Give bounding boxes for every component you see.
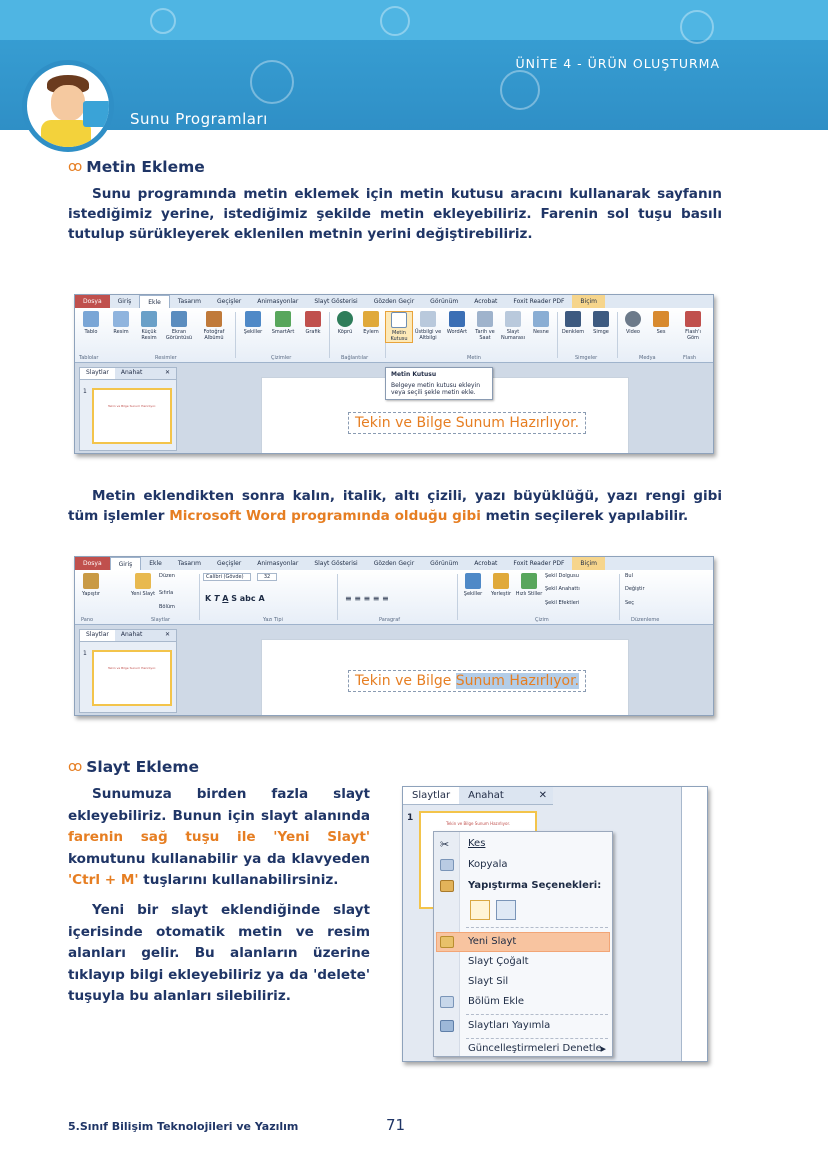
close-icon[interactable]: ✕	[164, 369, 170, 376]
heading-metin-ekleme	[68, 158, 205, 176]
group-label: Resimler	[155, 355, 177, 361]
kucuk-resim-button[interactable]: Küçük Resim	[135, 311, 163, 341]
kopru-button[interactable]: Köprü	[331, 311, 359, 335]
thumbnail-text: Tekin ve Bilge Sunum Hazırlıyor.	[445, 821, 510, 826]
section-title: Sunu Programları	[130, 110, 268, 128]
menu-item-kes[interactable]: Kes	[468, 838, 486, 849]
tab-gorunum[interactable]: Görünüm	[430, 560, 459, 567]
paragraph-metin-1: Sunu programında metin eklemek için metin kutusu aracını kullanarak sayfanın istediğimiz yerine, istediğimiz şekilde metin ekleyebiliriz. Farenin sol tuşu basılı tutulup sürükleyerek eklenilen metnin yerini değiştirebiliriz.	[68, 186, 722, 242]
group-label: Slaytlar	[151, 617, 171, 623]
menu-item-slayt-sil[interactable]: Slayt Sil	[468, 976, 509, 987]
computer-icon	[83, 101, 111, 127]
tab-gecisler[interactable]: Geçişler	[217, 560, 242, 567]
ustbilgi-altbilgi-button[interactable]: Üstbilgi ve Altbilgi	[413, 311, 443, 341]
group-label: Çizimler	[271, 355, 292, 361]
unit-title: ÜNİTE 4 - ÜRÜN OLUŞTURMA	[515, 56, 720, 71]
gear-icon	[680, 10, 714, 44]
ribbon-giris	[75, 570, 713, 625]
screenshot-insert-ribbon	[74, 294, 714, 454]
slayt-numarasi-button[interactable]: Slayt Numarası	[499, 311, 527, 341]
font-format-icons[interactable]: K T A S abc A	[205, 594, 265, 603]
font-family-select[interactable]: Calibri (Gövde)	[203, 573, 251, 581]
tab-gozden-gecir[interactable]: Gözden Geçir	[373, 560, 415, 567]
yeni-slayt-button[interactable]: Yeni Slayt	[129, 573, 157, 597]
ses-button[interactable]: Ses	[647, 311, 675, 335]
slide-text-box[interactable]: Tekin ve Bilge Sunum Hazırlıyor.	[348, 412, 586, 434]
menu-item-yeni-slayt[interactable]: Yeni Slayt	[468, 936, 517, 947]
wordart-button[interactable]: WordArt	[443, 311, 471, 335]
group-label: Paragraf	[379, 617, 401, 623]
heading-text: Slayt Ekleme	[86, 758, 200, 776]
grafik-button[interactable]: Grafik	[299, 311, 327, 335]
slide-number: 1	[83, 650, 87, 657]
tab-dosya[interactable]: Dosya	[75, 557, 110, 570]
menu-highlight	[436, 932, 610, 952]
close-icon[interactable]: ✕	[164, 631, 170, 638]
tab-anahat[interactable]: Anahat	[468, 790, 504, 801]
group-label: Çizim	[535, 617, 549, 623]
tab-animasyonlar[interactable]: Animasyonlar	[257, 298, 299, 305]
slide-text-box[interactable]	[348, 670, 586, 692]
slide-area[interactable]	[681, 787, 708, 1062]
menu-item-bolum-ekle[interactable]: Bölüm Ekle	[468, 996, 525, 1007]
tab-gorunum[interactable]: Görünüm	[430, 298, 459, 305]
menu-item-guncellestirmeleri-denetle[interactable]: Güncelleştirmeleri Denetle	[468, 1043, 602, 1054]
glasses-icon: ꝏ	[68, 159, 83, 175]
thumbnail-text: Tekin ve Bilge Sunum Hazırlıyor.	[107, 666, 156, 670]
tab-slaytlar[interactable]: Slaytlar	[403, 787, 459, 804]
screenshot-context-menu	[402, 786, 708, 1062]
screenshot-home-ribbon	[74, 556, 714, 716]
tooltip-title: Metin Kutusu	[391, 371, 437, 378]
context-menu	[433, 831, 613, 1057]
footer-book-title: 5.Sınıf Bilişim Teknolojileri ve Yazılım	[68, 1120, 299, 1133]
duzen-button[interactable]: Düzen	[159, 573, 175, 579]
group-label: Flash	[683, 355, 697, 361]
tablo-button[interactable]: Tablo	[77, 311, 105, 335]
tab-bicim[interactable]: Biçim	[572, 295, 605, 308]
slide-text-selected: Sunum Hazırlıyor.	[455, 673, 580, 689]
section-icon	[440, 996, 454, 1008]
sekiller-button[interactable]: Şekiller	[459, 573, 487, 597]
menu-item-kopyala[interactable]: Kopyala	[468, 859, 508, 870]
slide-number: 1	[407, 813, 414, 823]
tab-slayt-gosterisi[interactable]: Slayt Gösterisi	[314, 560, 358, 567]
tab-tasarim[interactable]: Tasarım	[177, 298, 201, 305]
tab-gozden-gecir[interactable]: Gözden Geçir	[373, 298, 415, 305]
fotograf-albumu-button[interactable]: Fotoğraf Albümü	[197, 311, 231, 341]
denklem-button[interactable]: Denklem	[559, 311, 587, 335]
copy-icon	[440, 859, 454, 871]
bul-button[interactable]: Bul	[625, 573, 633, 579]
paste-icon	[440, 880, 454, 892]
simge-button[interactable]: Simge	[587, 311, 615, 335]
group-label: Yazı Tipi	[263, 617, 283, 623]
tab-giris[interactable]: Giriş	[117, 298, 132, 305]
eylem-button[interactable]: Eylem	[357, 311, 385, 335]
menu-item-slayt-cogalt[interactable]: Slayt Çoğalt	[468, 956, 529, 967]
group-label: Pano	[81, 617, 94, 623]
hizli-stiller-button[interactable]: Hızlı Stiller	[515, 573, 543, 597]
publish-icon	[440, 1020, 454, 1032]
ekran-goruntusu-button[interactable]: Ekran Görüntüsü	[165, 311, 193, 341]
slide-number: 1	[83, 388, 87, 395]
group-label: Metin	[467, 355, 481, 361]
tab-foxit[interactable]: Foxit Reader PDF	[513, 298, 565, 305]
paragraph-metin-2: Metin eklendikten sonra kalın, italik, altı çizili, yazı büyüklüğü, yazı rengi gibi tüm işlemler Microsoft Word programında olduğu gibi metin seçilerek yapılabilir.	[68, 488, 722, 524]
resim-button[interactable]: Resim	[107, 311, 135, 335]
page-header	[0, 0, 828, 130]
tooltip-metin-kutusu	[385, 367, 493, 400]
nesne-button[interactable]: Nesne	[527, 311, 555, 335]
page-number: 71	[386, 1116, 406, 1134]
ribbon-tabs	[75, 557, 713, 570]
mascot-face	[51, 85, 85, 121]
degistir-button[interactable]: Değiştir	[625, 586, 645, 592]
ribbon-ekle	[75, 308, 713, 363]
tab-tasarim[interactable]: Tasarım	[177, 560, 201, 567]
slides-pane	[79, 367, 177, 451]
sekiller-button[interactable]: Şekiller	[239, 311, 267, 335]
group-label: Medya	[639, 355, 656, 361]
video-button[interactable]: Video	[619, 311, 647, 335]
slide-text-normal: Tekin ve Bilge	[355, 673, 456, 689]
slide-thumbnail[interactable]	[92, 650, 172, 706]
close-icon[interactable]: ✕	[538, 790, 547, 801]
tab-ekle[interactable]: Ekle	[149, 560, 162, 567]
glasses-icon: ꝏ	[68, 759, 83, 775]
new-slide-icon	[440, 936, 454, 948]
tab-foxit[interactable]: Foxit Reader PDF	[513, 560, 565, 567]
sekil-dolgusu-button[interactable]: Şekil Dolgusu	[545, 573, 579, 579]
mascot-avatar	[22, 60, 114, 152]
sifirla-button[interactable]: Sıfırla	[159, 590, 174, 596]
paragraph-slayt-2: Yeni bir slayt eklendiğinde slayt içerisinde otomatik metin ve resim alanları gelir. Bu alanların üzerine tıklayıp bilgi ekleyebiliriz ya da 'delete' tuşuyla bu alanları silebiliriz.	[68, 902, 370, 1004]
menu-item-yapistirma-secenekleri: Yapıştırma Seçenekleri:	[468, 880, 602, 891]
tab-anahat[interactable]: Anahat	[120, 631, 143, 638]
yerlestir-button[interactable]: Yerleştir	[487, 573, 515, 597]
tab-giris[interactable]: Giriş	[110, 557, 142, 570]
thumbnail-text: Tekin ve Bilge Sunum Hazırlıyor.	[107, 404, 156, 408]
sekil-efektleri-button[interactable]: Şekil Efektleri	[545, 600, 580, 606]
heading-text: Metin Ekleme	[86, 158, 205, 176]
heading-slayt-ekleme	[68, 758, 199, 776]
metin-kutusu-button[interactable]: Metin Kutusu	[385, 311, 413, 343]
paste-picture-icon[interactable]	[496, 900, 516, 920]
flash-gom-button[interactable]: Flash'ı Göm	[679, 311, 707, 341]
font-size-select[interactable]: 32	[257, 573, 277, 581]
decor-circle	[380, 6, 410, 36]
tab-slayt-gosterisi[interactable]: Slayt Gösterisi	[314, 298, 358, 305]
sekil-anahatti-button[interactable]: Şekil Anahattı	[545, 586, 580, 592]
paragraph-align-icons[interactable]: ≡ ≡ ≡ ≡ ≡	[345, 594, 389, 603]
tab-animasyonlar[interactable]: Animasyonlar	[257, 560, 299, 567]
tab-acrobat[interactable]: Acrobat	[474, 560, 498, 567]
tab-gecisler[interactable]: Geçişler	[217, 298, 242, 305]
decor-circle	[500, 70, 540, 110]
group-label: Düzenleme	[631, 617, 660, 623]
sec-button[interactable]: Seç	[625, 600, 634, 606]
tab-anahat[interactable]: Anahat	[120, 369, 143, 376]
paste-keep-format-icon[interactable]	[470, 900, 490, 920]
paragraph-slayt-1: Sunumuza birden fazla slayt ekleyebiliriz. Bunun için slayt alanında farenin sağ tuşu ile 'Yeni Slayt' komutunu kullanabilir ya da klavyeden 'Ctrl + M' tuşlarını kullanabilirsiniz.	[68, 786, 370, 888]
tab-bicim[interactable]: Biçim	[572, 557, 605, 570]
slide-thumbnail[interactable]	[92, 388, 172, 444]
menu-item-slaytlari-yayimla[interactable]: Slaytları Yayımla	[468, 1020, 551, 1031]
tab-dosya[interactable]: Dosya	[75, 295, 110, 308]
group-label: Simgeler	[575, 355, 598, 361]
ribbon-tabs	[75, 295, 713, 308]
tab-slaytlar[interactable]: Slaytlar	[80, 368, 115, 379]
tab-acrobat[interactable]: Acrobat	[474, 298, 498, 305]
group-label: Bağlantılar	[341, 355, 369, 361]
smartart-button[interactable]: SmartArt	[267, 311, 299, 335]
yapistir-button[interactable]: Yapıştır	[77, 573, 105, 597]
tooltip-body: Belgeye metin kutusu ekleyin veya seçili şekle metin ekle.	[391, 382, 481, 396]
slides-pane	[79, 629, 177, 713]
scissors-icon: ✂	[440, 838, 450, 851]
tarih-saat-button[interactable]: Tarih ve Saat	[471, 311, 499, 341]
tab-ekle[interactable]: Ekle	[139, 295, 170, 308]
decor-circle	[150, 8, 176, 34]
bolum-button[interactable]: Bölüm	[159, 604, 175, 610]
slide-canvas[interactable]	[261, 639, 629, 716]
group-label: Tablolar	[79, 355, 99, 361]
chevron-right-icon: ▶	[600, 1045, 606, 1053]
decor-circle	[250, 60, 294, 104]
tab-slaytlar[interactable]: Slaytlar	[80, 630, 115, 641]
